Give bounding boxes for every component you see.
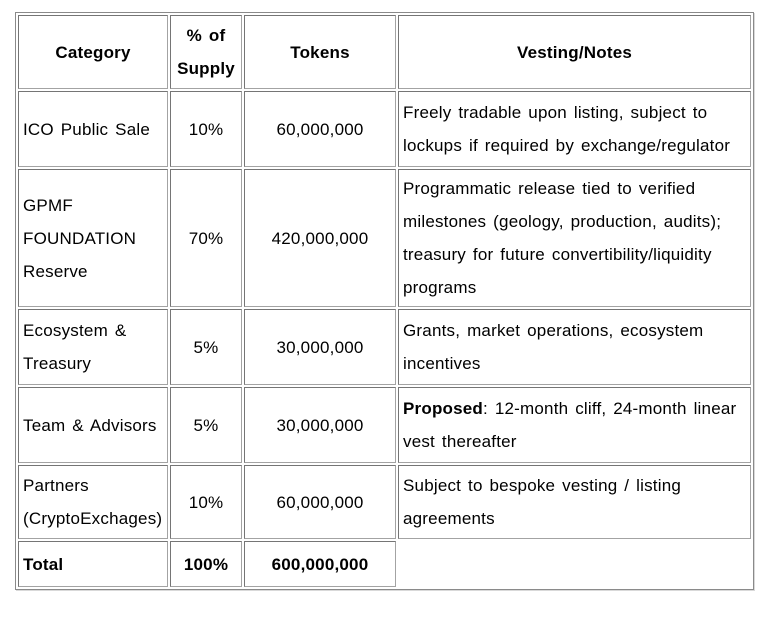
- header-row: [18, 15, 751, 89]
- supply-cell: 10%: [170, 465, 242, 539]
- category-cell: GPMF FOUNDATION Reserve: [18, 169, 168, 307]
- header-tokens: Tokens: [244, 15, 396, 89]
- table-row: [18, 169, 751, 307]
- table-header: [18, 15, 751, 89]
- supply-cell: 70%: [170, 169, 242, 307]
- table-body: [18, 91, 751, 539]
- supply-cell: 10%: [170, 91, 242, 167]
- tokens-cell: 30,000,000: [244, 387, 396, 463]
- total-tokens-cell: 600,000,000: [244, 541, 396, 587]
- notes-bold-text: Proposed: [403, 399, 484, 418]
- token-allocation-table: [15, 12, 754, 590]
- tokens-cell: 60,000,000: [244, 465, 396, 539]
- notes-text: Grants, market operations, ecosystem incentives: [403, 321, 704, 373]
- tokens-cell: 420,000,000: [244, 169, 396, 307]
- notes-text: : 12-month cliff, 24-month linear vest thereafter: [403, 399, 737, 451]
- table-row: [18, 387, 751, 463]
- notes-text: Freely tradable upon listing, subject to lockups if required by exchange/regulator: [403, 103, 731, 155]
- tokens-cell: 60,000,000: [244, 91, 396, 167]
- notes-text: Programmatic release tied to verified milestones (geology, production, audits); treasury for future convertibility/liquidity programs: [403, 179, 722, 297]
- notes-cell: [398, 91, 751, 167]
- header-supply-pct: % of Supply: [170, 15, 242, 89]
- header-category: Category: [18, 15, 168, 89]
- category-cell: Partners (CryptoExchages): [18, 465, 168, 539]
- supply-cell: 5%: [170, 387, 242, 463]
- notes-cell: [398, 169, 751, 307]
- total-supply-cell: 100%: [170, 541, 242, 587]
- notes-cell: [398, 309, 751, 385]
- notes-text: Subject to bespoke vesting / listing agreements: [403, 476, 682, 528]
- supply-cell: 5%: [170, 309, 242, 385]
- table-footer: [18, 541, 751, 587]
- notes-cell: [398, 465, 751, 539]
- category-cell: Ecosystem & Treasury: [18, 309, 168, 385]
- table-row: [18, 465, 751, 539]
- total-row: [18, 541, 751, 587]
- total-notes-cell: [398, 541, 751, 587]
- notes-cell: [398, 387, 751, 463]
- category-cell: Team & Advisors: [18, 387, 168, 463]
- total-label-cell: Total: [18, 541, 168, 587]
- category-cell: ICO Public Sale: [18, 91, 168, 167]
- table-row: [18, 91, 751, 167]
- header-vesting-notes: Vesting/Notes: [398, 15, 751, 89]
- table-row: [18, 309, 751, 385]
- tokens-cell: 30,000,000: [244, 309, 396, 385]
